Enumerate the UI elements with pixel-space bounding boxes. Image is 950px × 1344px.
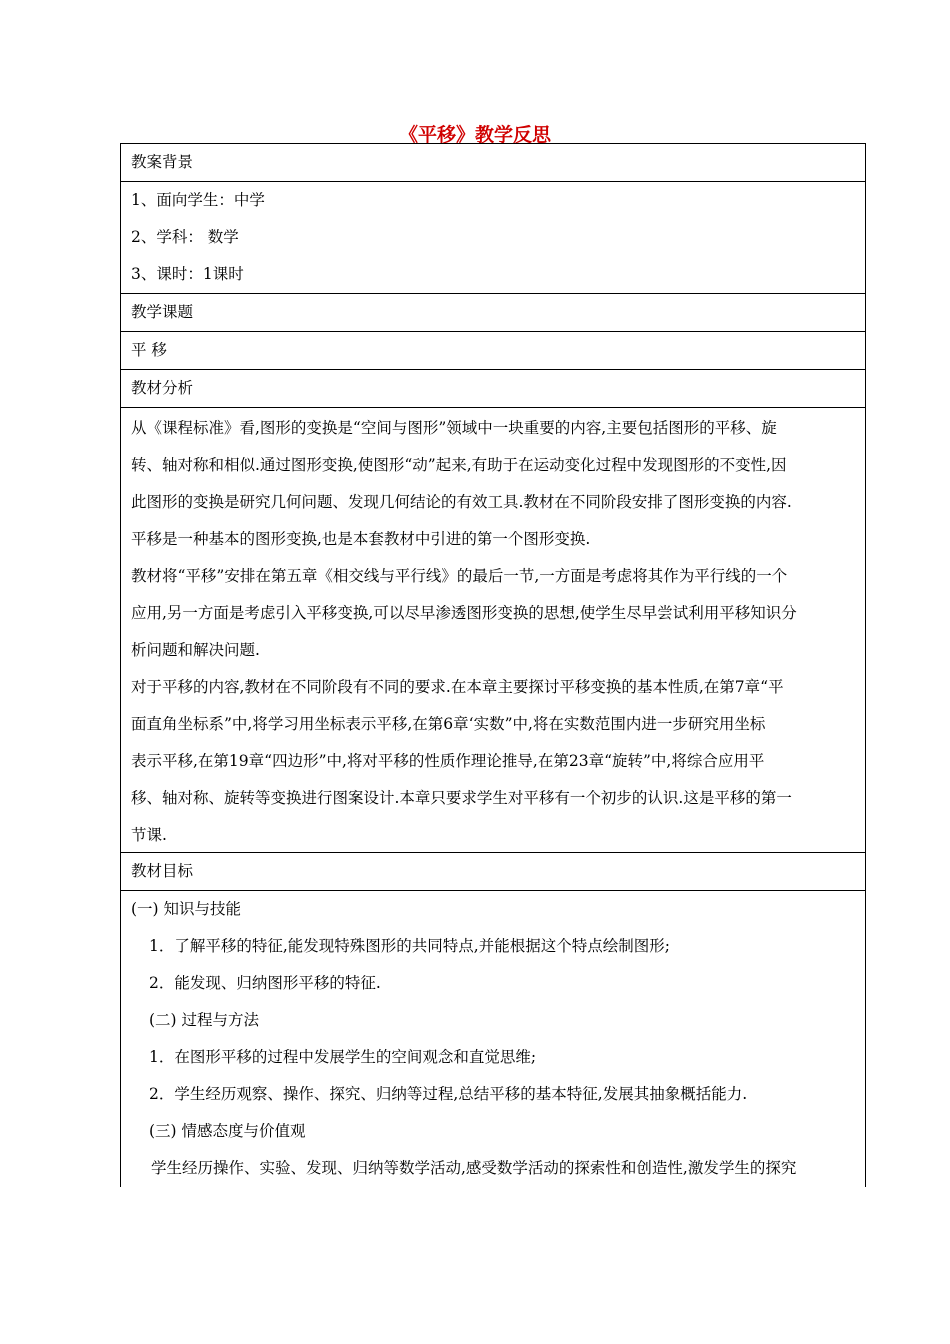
document-title: 《平移》教学反思 — [398, 124, 551, 146]
goal-section-title: (三) 情感态度与价值观 — [149, 1122, 306, 1140]
goals-header: 教材目标 — [131, 862, 194, 880]
goal-item: 1．了解平移的特征,能发现特殊图形的共同特点,并能根据这个特点绘制图形; — [149, 937, 670, 955]
analysis-line: 从《课程标准》看,图形的变换是“空间与图形”领域中一块重要的内容,主要包括图形的平移、旋 — [131, 419, 777, 437]
analysis-line: 对于平移的内容,教材在不同阶段有不同的要求.在本章主要探讨平移变换的基本性质,在第7章“平 — [131, 678, 784, 696]
table-row — [121, 408, 866, 853]
background-header-cell — [121, 144, 866, 182]
analysis-line: 表示平移,在第19章“四边形”中,将对平移的性质作理论推导,在第23章“旋转”中,将综合应用平 — [131, 752, 765, 770]
goal-item: 1．在图形平移的过程中发展学生的空间观念和直觉思维; — [149, 1048, 537, 1066]
analysis-header-cell — [121, 370, 866, 408]
analysis-line: 平移是一种基本的图形变换,也是本套教材中引进的第一个图形变换. — [131, 530, 591, 548]
analysis-line: 移、轴对称、旋转等变换进行图案设计.本章只要求学生对平移有一个初步的认识.这是平移的第一 — [131, 789, 792, 807]
table-row — [121, 182, 866, 294]
goals-cell — [121, 891, 866, 1188]
background-item: 2、学科： 数学 — [131, 228, 239, 246]
goals-header-cell — [121, 853, 866, 891]
lesson-plan-table — [120, 143, 866, 1187]
analysis-line: 此图形的变换是研究几何问题、发现几何结论的有效工具.教材在不同阶段安排了图形变换的内容. — [131, 493, 792, 511]
analysis-line: 转、轴对称和相似.通过图形变换,使图形“动”起来,有助于在运动变化过程中发现图形的不变性,因 — [131, 456, 787, 474]
analysis-line: 应用,另一方面是考虑引入平移变换,可以尽早渗透图形变换的思想,使学生尽早尝试利用平移知识分 — [131, 604, 797, 622]
background-items-cell — [121, 182, 866, 294]
analysis-line: 面直角坐标系”中,将学习用坐标表示平移,在第6章‘实数”中,将在实数范围内进一步研究用坐标 — [131, 715, 766, 733]
background-header: 教案背景 — [131, 153, 194, 171]
analysis-line: 析问题和解决问题. — [131, 641, 260, 659]
goal-item: 2．能发现、归纳图形平移的特征. — [149, 974, 381, 992]
topic-header-cell — [121, 294, 866, 332]
goal-item: 2．学生经历观察、操作、探究、归纳等过程,总结平移的基本特征,发展其抽象概括能力. — [149, 1085, 748, 1103]
table-row — [121, 891, 866, 1188]
goal-text: 学生经历操作、实验、发现、归纳等数学活动,感受数学活动的探索性和创造性,激发学生的探究 — [151, 1159, 797, 1177]
background-item: 1、面向学生：中学 — [131, 191, 265, 209]
topic-text: 平 移 — [131, 341, 167, 359]
table-row — [121, 332, 866, 370]
analysis-cell — [121, 408, 866, 853]
background-item: 3、课时：1课时 — [131, 265, 244, 283]
topic-header: 教学课题 — [131, 303, 194, 321]
table-row — [121, 370, 866, 408]
table-row — [121, 853, 866, 891]
table-row — [121, 294, 866, 332]
analysis-line: 教材将“平移”安排在第五章《相交线与平行线》的最后一节,一方面是考虑将其作为平行线的一个 — [131, 567, 788, 585]
goal-section-title: (二) 过程与方法 — [149, 1011, 260, 1029]
goal-section-title: (一) 知识与技能 — [131, 900, 242, 918]
topic-cell — [121, 332, 866, 370]
analysis-header: 教材分析 — [131, 379, 194, 397]
analysis-line: 节课. — [131, 826, 167, 844]
table-row — [121, 144, 866, 182]
